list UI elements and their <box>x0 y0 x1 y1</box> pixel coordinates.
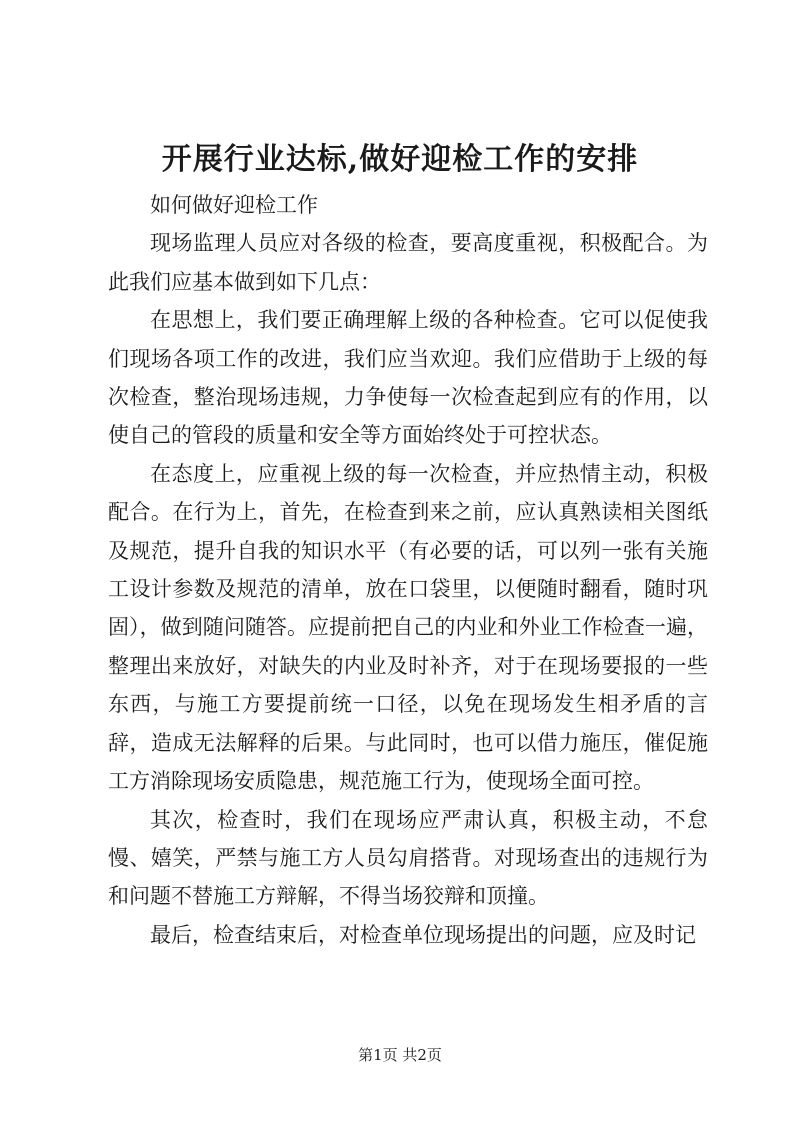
page-footer: 第1页 共2页 <box>358 1046 442 1064</box>
paragraph-after-inspection: 最后，检查结束后，对检查单位现场提出的问题，应及时记 <box>150 922 696 947</box>
paragraph-thinking: 在思想上，我们要正确理解上级的各种检查。它可以促使我们现场各项工作的改进，我们应当欢迎。我们应借助于上级的每次检查，整治现场违规，力争使每一次检查起到应有的作用，以使自己的管段的质量和安全等方面始终处于可控状态。 <box>108 308 708 448</box>
paragraph-attitude: 在态度上，应重视上级的每一次检查，并应热情主动，积极配合。在行为上，首先，在检查到来之前，应认真熟读相关图纸及规范，提升自我的知识水平（有必要的话，可以列一张有关施工设计参数及规范的清单，放在口袋里，以便随时翻看，随时巩固），做到随问随答。应提前把自己的内业和外业工作检查一遍，整理出来放好，对缺失的内业及时补齐，对于在现场要报的一些东西，与施工方要提前统一口径，以免在现场发生相矛盾的言辞，造成无法解释的后果。与此同时，也可以借力施压，催促施工方消除现场安质隐患，规范施工行为，使现场全面可控。 <box>108 461 708 794</box>
document-body <box>108 186 708 954</box>
page-title: 开展行业达标,做好迎检工作的安排 <box>161 142 639 177</box>
paragraph-subtitle: 如何做好迎检工作 <box>150 193 318 217</box>
paragraph-during-inspection: 其次，检查时，我们在现场应严肃认真，积极主动，不怠慢、嬉笑，严禁与施工方人员勾肩搭背。对现场查出的违规行为和问题不替施工方辩解，不得当场狡辩和顶撞。 <box>108 807 708 909</box>
paragraph-intro: 现场监理人员应对各级的检查，要高度重视，积极配合。为此我们应基本做到如下几点： <box>108 231 708 294</box>
